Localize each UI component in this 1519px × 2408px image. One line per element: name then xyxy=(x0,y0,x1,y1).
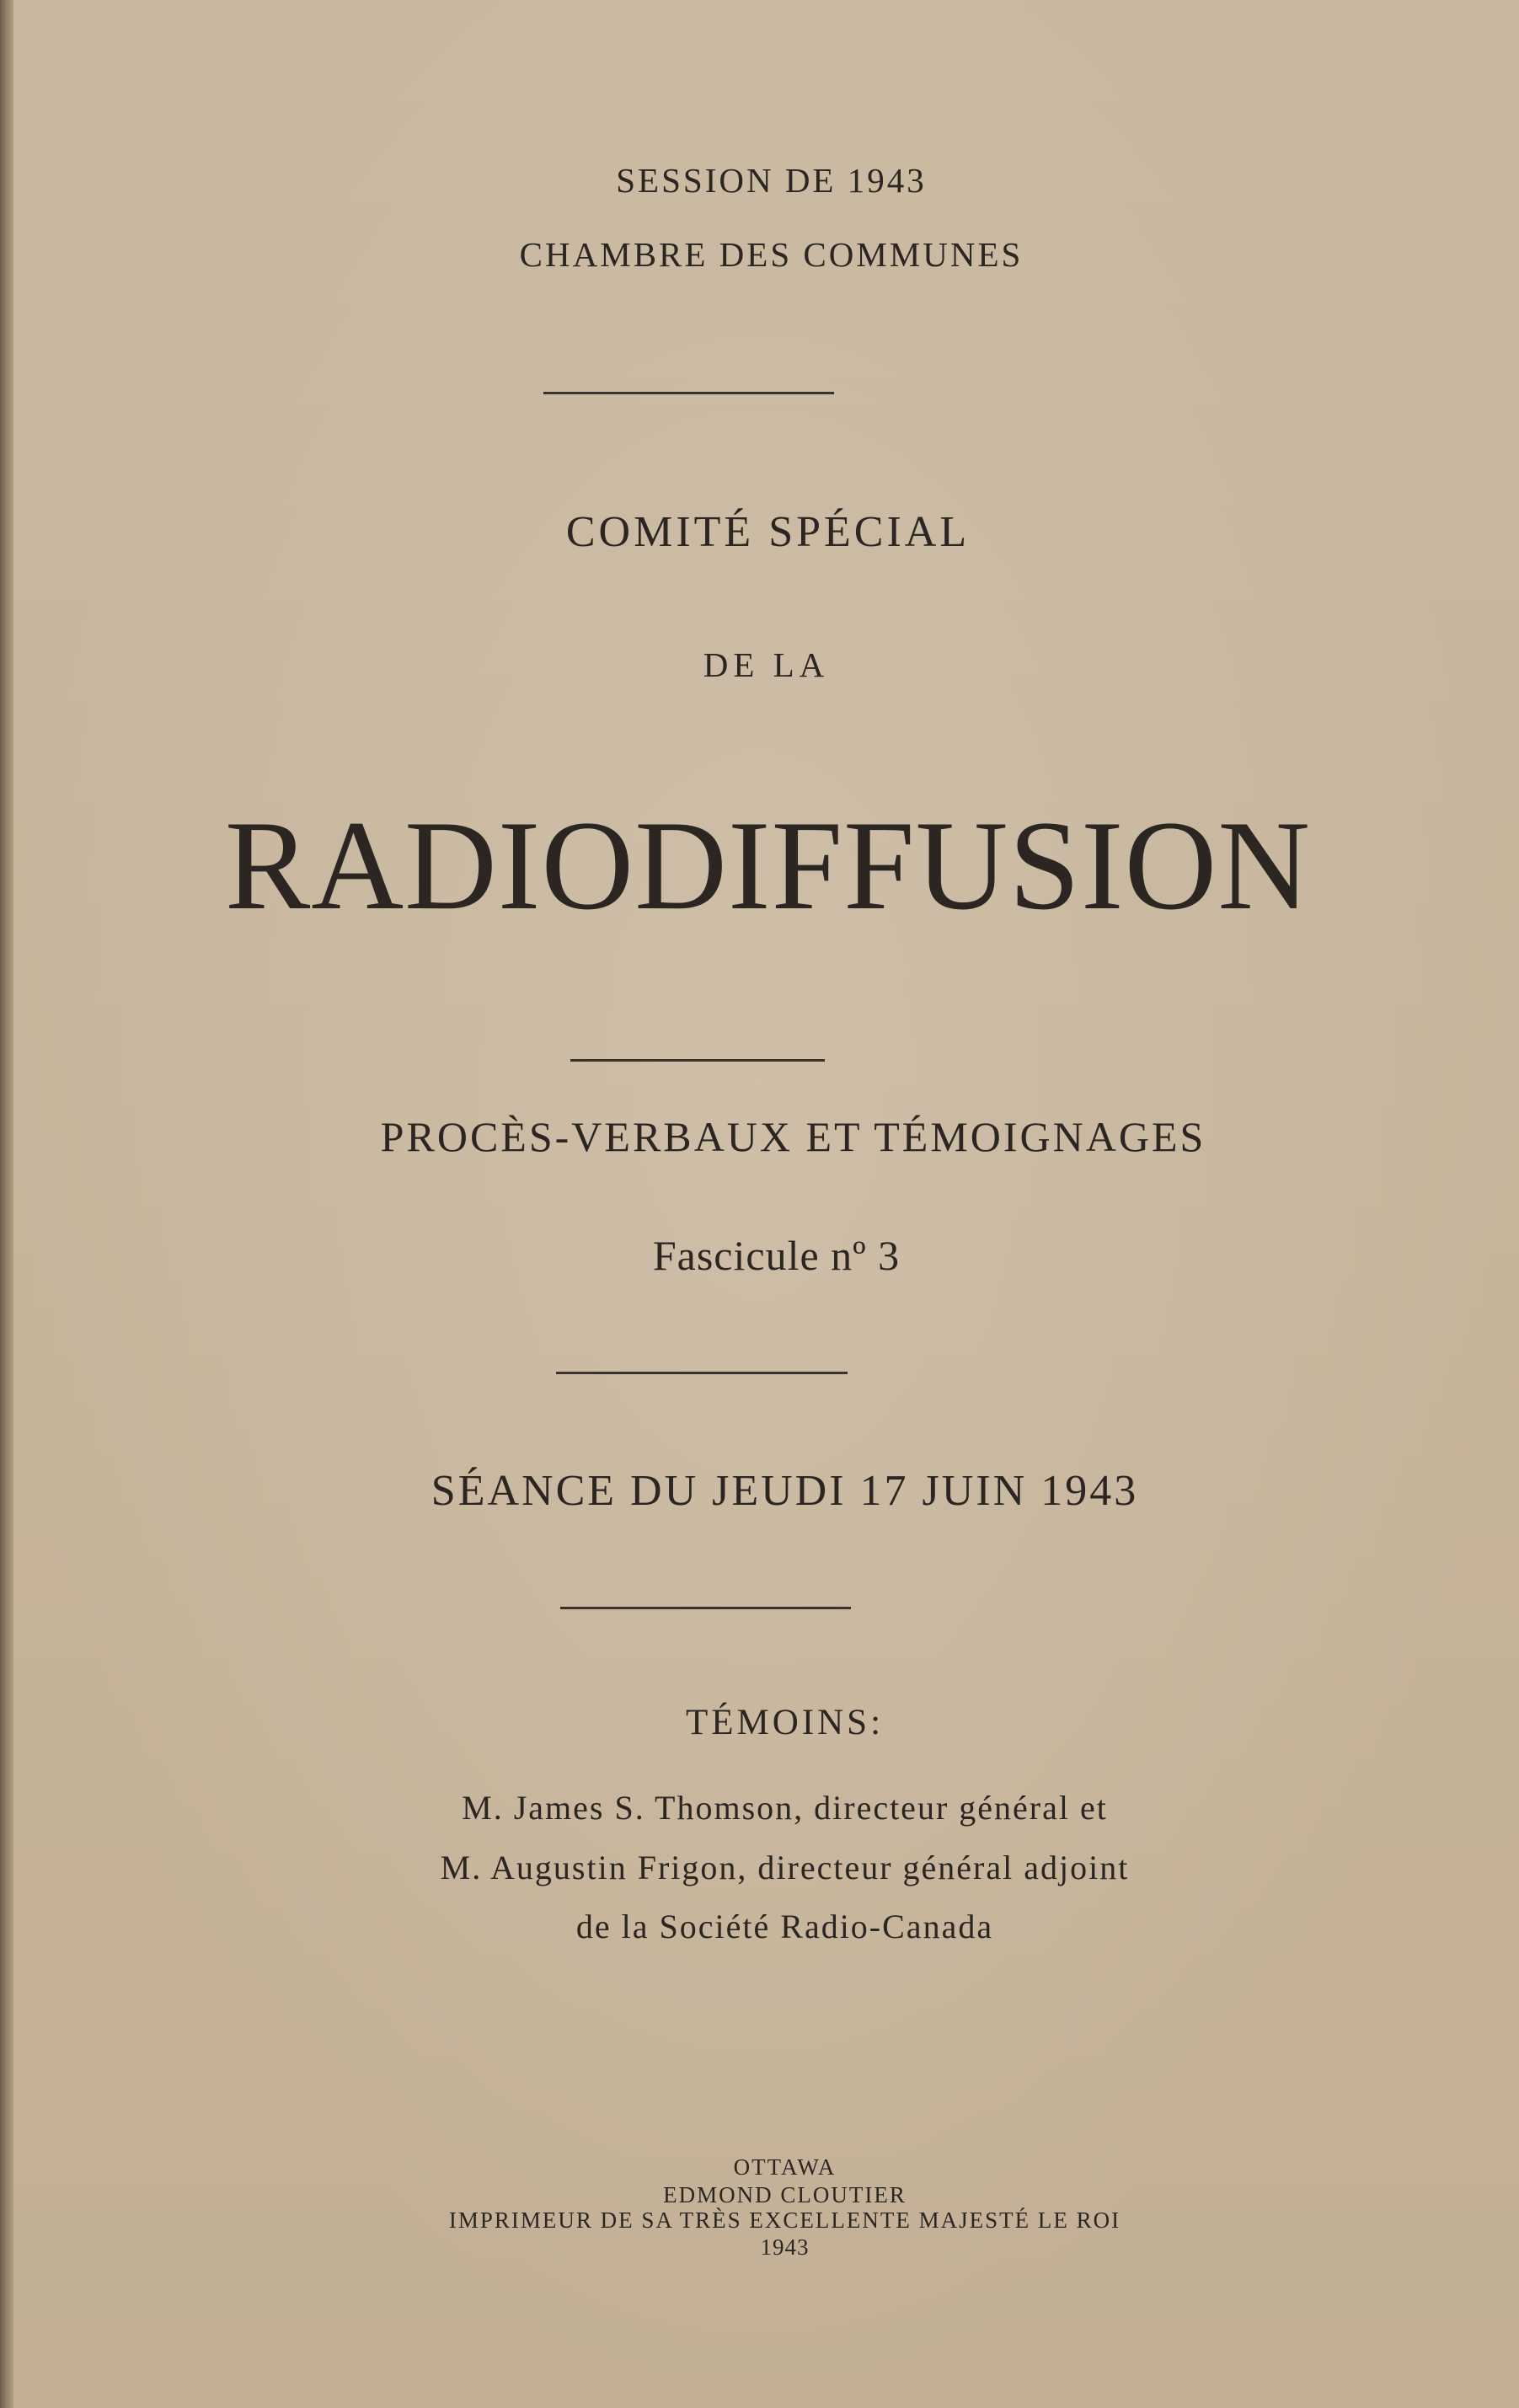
witness-line: de la Société Radio-Canada xyxy=(575,1908,994,1945)
imprint-title: IMPRIMEUR DE SA TRÈS EXCELLENTE MAJESTÉ LE ROI xyxy=(448,2207,1121,2233)
binding-edge xyxy=(0,0,13,2408)
witnesses-heading: TÉMOINS: xyxy=(685,1703,885,1742)
fascicle-number: Fascicule nº 3 xyxy=(652,1232,901,1279)
witness-line: M. James S. Thomson, directeur général et xyxy=(462,1789,1108,1827)
chamber-line: CHAMBRE DES COMMUNES xyxy=(519,235,1024,274)
witness-line: M. Augustin Frigon, directeur général adjoint xyxy=(440,1849,1130,1886)
sitting-date: SÉANCE DU JEUDI 17 JUIN 1943 xyxy=(431,1467,1139,1515)
proceedings-heading: PROCÈS-VERBAUX ET TÉMOIGNAGES xyxy=(380,1113,1206,1160)
imprint-city: OTTAWA xyxy=(733,2154,837,2180)
document-title: RADIODIFFUSION xyxy=(224,795,1312,936)
committee-line: COMITÉ SPÉCIAL xyxy=(565,508,971,556)
committee-connector: DE LA xyxy=(703,645,830,684)
session-line: SESSION DE 1943 xyxy=(616,161,927,200)
divider-rule xyxy=(560,1607,851,1609)
divider-rule xyxy=(570,1059,825,1062)
imprint-year: 1943 xyxy=(760,2234,810,2260)
divider-rule xyxy=(543,392,834,394)
imprint-printer: EDMOND CLOUTIER xyxy=(663,2182,907,2207)
divider-rule xyxy=(556,1372,848,1374)
